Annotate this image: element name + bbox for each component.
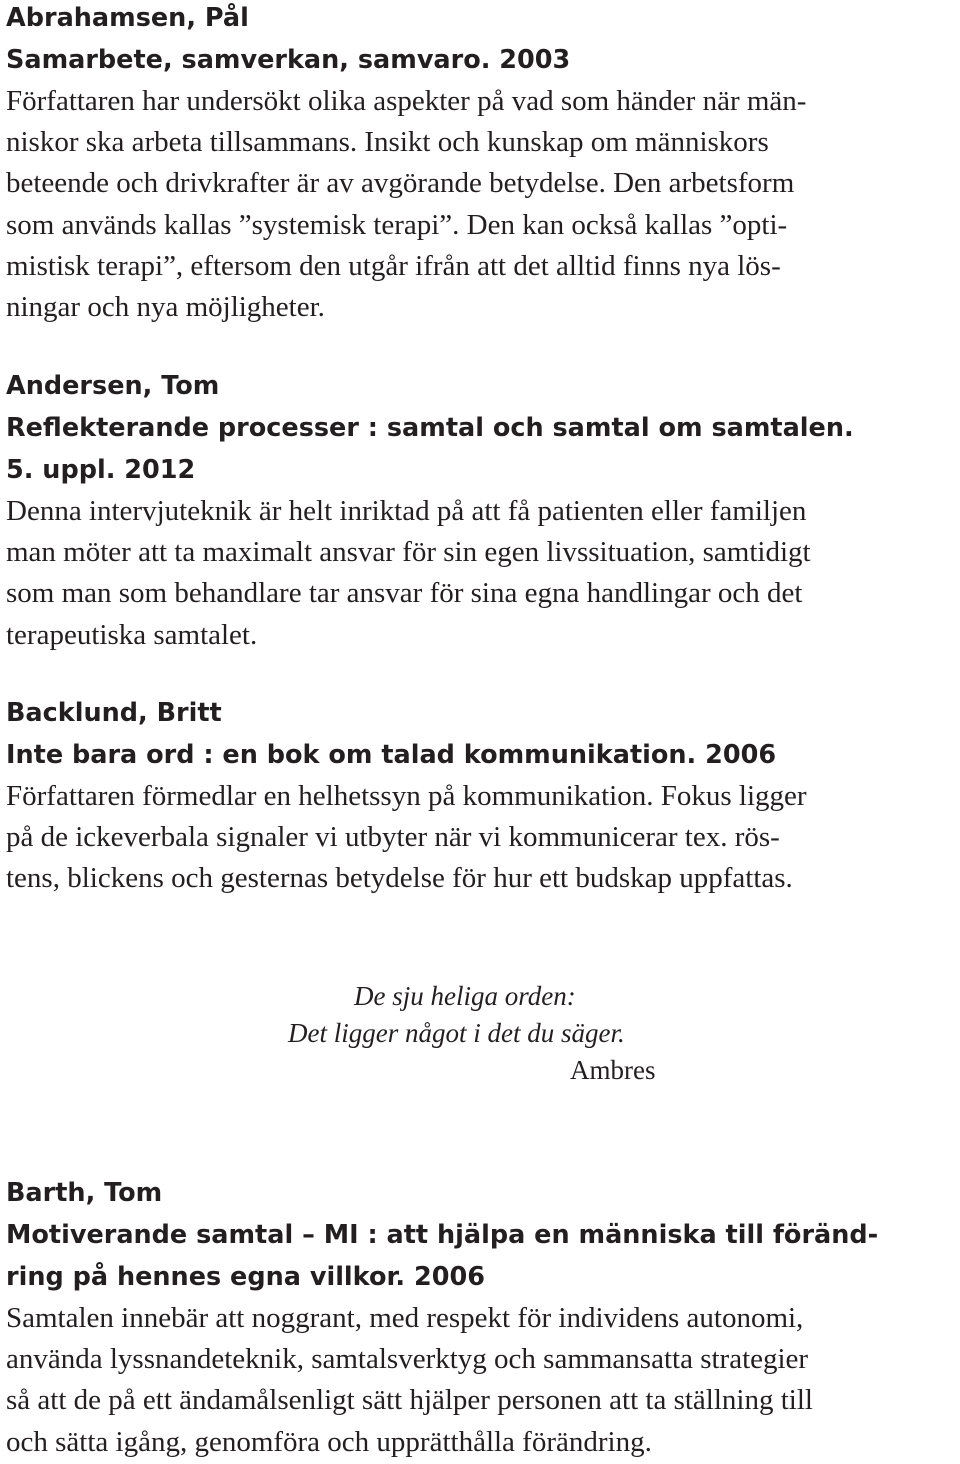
entry-title-line: 5. uppl. 2012 [6,455,196,485]
entry-author: Abrahamsen, Pål [6,3,249,33]
entry-author: Barth, Tom [6,1178,163,1208]
entry-description [6,81,954,328]
entry-description-line: Författaren har undersökt olika aspekter på vad som händer när män- [6,85,807,117]
entry-title-line: Samarbete, samverkan, samvaro. 2003 [6,45,571,75]
entry-description-line: Samtalen innebär att noggrant, med respekt för individens autonomi, [6,1302,804,1334]
entry-description-line: Författaren förmedlar en helhetssyn på kommunikation. Fokus ligger [6,780,807,812]
entry-description-line: mistisk terapi”, eftersom den utgår ifrån att det alltid finns nya lös- [6,249,781,282]
entry-description [6,776,954,900]
entry-description-line: terapeutiska samtalet. [6,618,258,651]
entry-title-line: Inte bara ord : en bok om talad kommunikation. 2006 [6,740,777,770]
book-entry-andersen [6,365,954,656]
entry-title-line: Reflekterande processer : samtal och samtal om samtalen. [6,413,854,443]
entry-description-line: tens, blickens och gesternas betydelse för hur ett budskap uppfattas. [6,862,793,895]
entry-title [6,407,954,491]
entry-author: Backlund, Britt [6,698,222,728]
entry-author: Andersen, Tom [6,371,220,401]
quote-line: Det ligger något i det du säger. [288,1018,625,1048]
entry-description-line: Denna intervjuteknik är helt inriktad på att få patienten eller familjen [6,495,807,527]
entry-description-line: så att de på ett ändamålsenligt sätt hjälper personen att ta ställning till [6,1384,813,1417]
book-entry-abrahamsen [6,0,954,328]
book-entry-backlund [6,692,954,900]
entry-description [6,491,954,656]
entry-title [6,1214,954,1298]
entry-description-line: som man som behandlare tar ansvar för sina egna handlingar och det [6,577,803,610]
entry-title [6,734,954,776]
entry-description-line: man möter att ta maximalt ansvar för sin egen livssituation, samtidigt [6,536,811,569]
quote-line: De sju heliga orden: [354,981,576,1011]
entry-title-line: ring på hennes egna villkor. 2006 [6,1262,485,1292]
entry-description-line: beteende och drivkrafter är av avgörande betydelse. Den arbetsform [6,167,795,200]
entry-title [6,39,954,81]
entry-description-line: använda lyssnandeteknik, samtalsverktyg och sammansatta strategier [6,1343,809,1376]
entry-description-line: och sätta igång, genomföra och upprätthålla förändring. [6,1425,652,1458]
entry-description-line: ningar och nya möjligheter. [6,291,325,324]
entry-description-line: niskor ska arbeta tillsammans. Insikt och kunskap om människors [6,126,769,159]
entry-title-line: Motiverande samtal – MI : att hjälpa en människa till föränd- [6,1220,879,1250]
entry-description [6,1298,954,1463]
entry-description-line: på de ickeverbala signaler vi utbyter när vi kommunicerar tex. rös- [6,821,780,854]
quote-attribution: Ambres [570,1055,656,1085]
entry-description-line: som används kallas ”systemisk terapi”. Den kan också kallas ”opti- [6,208,788,241]
book-entry-barth [6,1172,954,1463]
